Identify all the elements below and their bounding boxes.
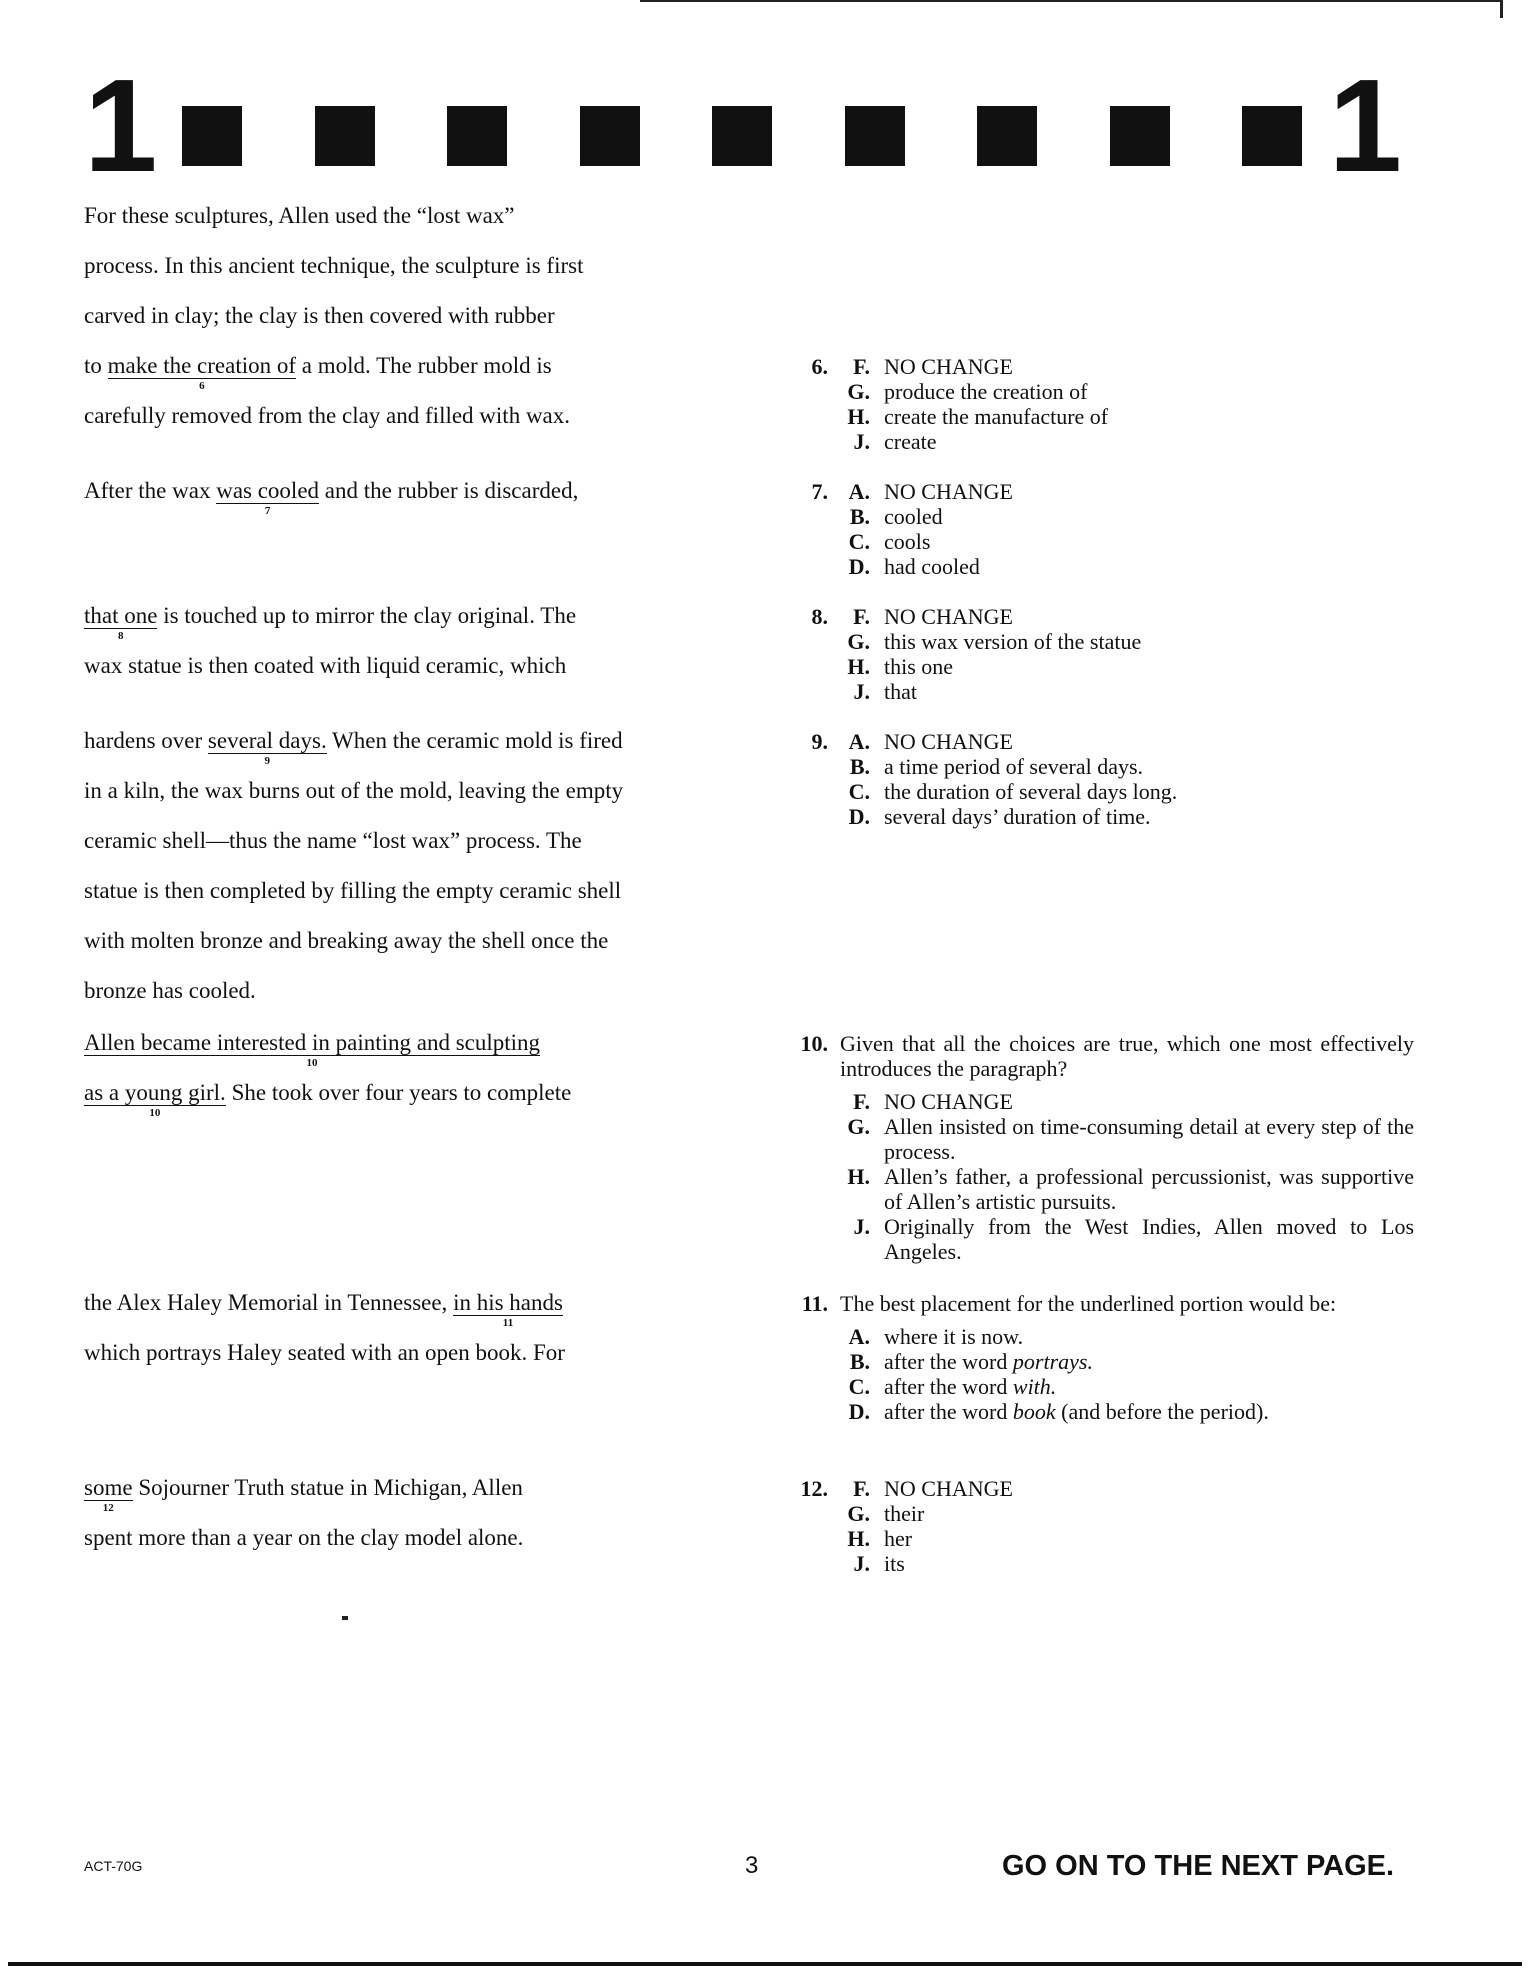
passage-line: bronze has cooled.: [84, 978, 256, 1003]
answer-option[interactable]: F. NO CHANGE: [853, 354, 1013, 379]
header-square: [712, 106, 772, 166]
answer-option[interactable]: G. their: [847, 1501, 925, 1526]
answer-option[interactable]: F. NO CHANGE: [853, 1089, 1013, 1114]
header-square: [447, 106, 507, 166]
answer-option[interactable]: J. create: [853, 429, 937, 454]
top-border-tick: [1500, 0, 1503, 18]
answer-option[interactable]: D. several days’ duration of time.: [848, 804, 1151, 829]
answer-option[interactable]: F. NO CHANGE: [853, 1476, 1013, 1501]
header-square: [1242, 106, 1302, 166]
question-9: 9. A. NO CHANGE B. a time period of several days. C. the duration of several days long. D. several days’ duration of time.: [774, 729, 1414, 829]
underlined-portion-8: that one 8: [84, 603, 158, 642]
passage-line: wax statue is then coated with liquid ceramic, which: [84, 653, 567, 678]
answer-option[interactable]: H. her: [847, 1526, 913, 1551]
header-square: [1110, 106, 1170, 166]
answer-option[interactable]: H. this one: [847, 654, 954, 679]
passage-line: spent more than a year on the clay model alone.: [84, 1525, 524, 1550]
underlined-portion-10: Allen became interested in painting and sculpting 10: [84, 1030, 541, 1069]
passage-line: with molten bronze and breaking away the shell once the: [84, 928, 609, 953]
section-header: [84, 52, 1402, 199]
question-12: 12. F. NO CHANGE G. their H. her J. its: [774, 1476, 1414, 1576]
underlined-portion-6: make the creation of 6: [107, 353, 297, 392]
passage-line: the Alex Haley Memorial in Tennessee, in his hands 11: [84, 1290, 563, 1329]
answer-option[interactable]: J. that: [853, 679, 917, 704]
answer-option[interactable]: H. create the manufacture of: [847, 404, 1109, 429]
header-square: [845, 106, 905, 166]
passage-line: carved in clay; the clay is then covered with rubber: [84, 303, 555, 328]
underlined-portion-10: as a young girl. 10: [84, 1080, 226, 1119]
header-square: [977, 106, 1037, 166]
header-square: [182, 106, 242, 166]
passage-line: that one 8 is touched up to mirror the clay original. The: [84, 603, 577, 642]
answer-option[interactable]: C. after the word with.: [848, 1374, 1057, 1399]
answer-option[interactable]: A. NO CHANGE: [848, 479, 1013, 504]
header-square: [315, 106, 375, 166]
underlined-portion-7: was cooled 7: [216, 478, 320, 517]
answer-option[interactable]: J. Originally from the West Indies, Allen moved to Los Angeles.: [853, 1214, 1414, 1264]
answer-option[interactable]: G. produce the creation of: [847, 379, 1088, 404]
passage-line: [84, 1030, 724, 1069]
answer-option[interactable]: D. after the word book (and before the period).: [848, 1399, 1269, 1424]
passage-line: some 12 Sojourner Truth statue in Michigan, Allen: [84, 1475, 523, 1514]
answer-option[interactable]: D. had cooled: [848, 554, 980, 579]
passage-line: which portrays Haley seated with an open book. For: [84, 1340, 565, 1365]
answer-option[interactable]: B. after the word portrays.: [849, 1349, 1093, 1374]
passage-line: as a young girl. 10 She took over four years to complete: [84, 1080, 572, 1119]
question-6: 6. F. NO CHANGE G. produce the creation of H. create the manufacture of J. create: [774, 354, 1414, 454]
answer-option[interactable]: C. cools: [848, 529, 931, 554]
answer-option[interactable]: G. Allen insisted on time-consuming detail at every step of the process.: [847, 1114, 1414, 1164]
passage-line: ceramic shell—thus the name “lost wax” process. The: [84, 828, 582, 853]
header-square: [580, 106, 640, 166]
test-code: ACT-70G: [84, 1858, 143, 1874]
answer-option[interactable]: A. where it is now.: [848, 1324, 1024, 1349]
question-7: 7. A. NO CHANGE B. cooled C. cools D. had cooled: [774, 479, 1414, 579]
bottom-border-line: [8, 1962, 1522, 1966]
section-number-left: 1: [84, 52, 158, 199]
underlined-portion-9: several days. 9: [207, 728, 327, 767]
passage-line: hardens over several days. 9 When the ceramic mold is fired: [84, 728, 623, 767]
passage-line: For these sculptures, Allen used the “lost wax”: [84, 203, 515, 228]
page-number: 3: [745, 1852, 759, 1879]
passage-line: in a kiln, the wax burns out of the mold, leaving the empty: [84, 778, 624, 803]
top-border-line: [640, 0, 1500, 2]
passage-line: carefully removed from the clay and filled with wax.: [84, 403, 571, 428]
question-stem: Given that all the choices are true, which one most effectively introduces the paragraph?: [840, 1031, 1414, 1081]
scan-speck: [342, 1616, 348, 1620]
passage-line: process. In this ancient technique, the sculpture is first: [84, 253, 584, 278]
answer-option[interactable]: A. NO CHANGE: [848, 729, 1013, 754]
answer-option[interactable]: G. this wax version of the statue: [847, 629, 1142, 654]
answer-option[interactable]: B. a time period of several days.: [849, 754, 1144, 779]
answer-option[interactable]: F. NO CHANGE: [853, 604, 1013, 629]
passage-line: statue is then completed by filling the empty ceramic shell: [84, 878, 622, 903]
question-11: 11. The best placement for the underlined portion would be: A. where it is now. B. after the word portrays. C. after the word with. D. after the word book (and before the period).: [774, 1291, 1414, 1424]
question-8: 8. F. NO CHANGE G. this wax version of the statue H. this one J. that: [774, 604, 1414, 704]
section-number-right: 1: [1328, 52, 1402, 199]
question-stem: The best placement for the underlined portion would be:: [840, 1291, 1337, 1316]
answer-option[interactable]: J. its: [853, 1551, 905, 1576]
next-page-notice: GO ON TO THE NEXT PAGE.: [1002, 1850, 1395, 1882]
answer-option[interactable]: C. the duration of several days long.: [848, 779, 1178, 804]
passage-line: to make the creation of 6 a mold. The rubber mold is: [84, 353, 552, 392]
underlined-portion-11: in his hands 11: [453, 1290, 563, 1329]
answer-option[interactable]: B. cooled: [849, 504, 943, 529]
question-10: 10. Given that all the choices are true, which one most effectively introduces the paragraph? F. NO CHANGE G. Allen insisted on time-consuming detail at every step of the process. H. Allen’s father, a professional percussionist, was supportive of Allen’s artistic pursuits. J. Originally from the West Indies, Allen moved to Los Angeles.: [800, 1031, 1414, 1264]
underlined-portion-12: some 12: [84, 1475, 133, 1514]
answer-option[interactable]: H. Allen’s father, a professional percussionist, was supportive of Allen’s artistic pursuits.: [847, 1164, 1414, 1214]
passage-line: After the wax was cooled 7 and the rubber is discarded,: [84, 478, 579, 517]
